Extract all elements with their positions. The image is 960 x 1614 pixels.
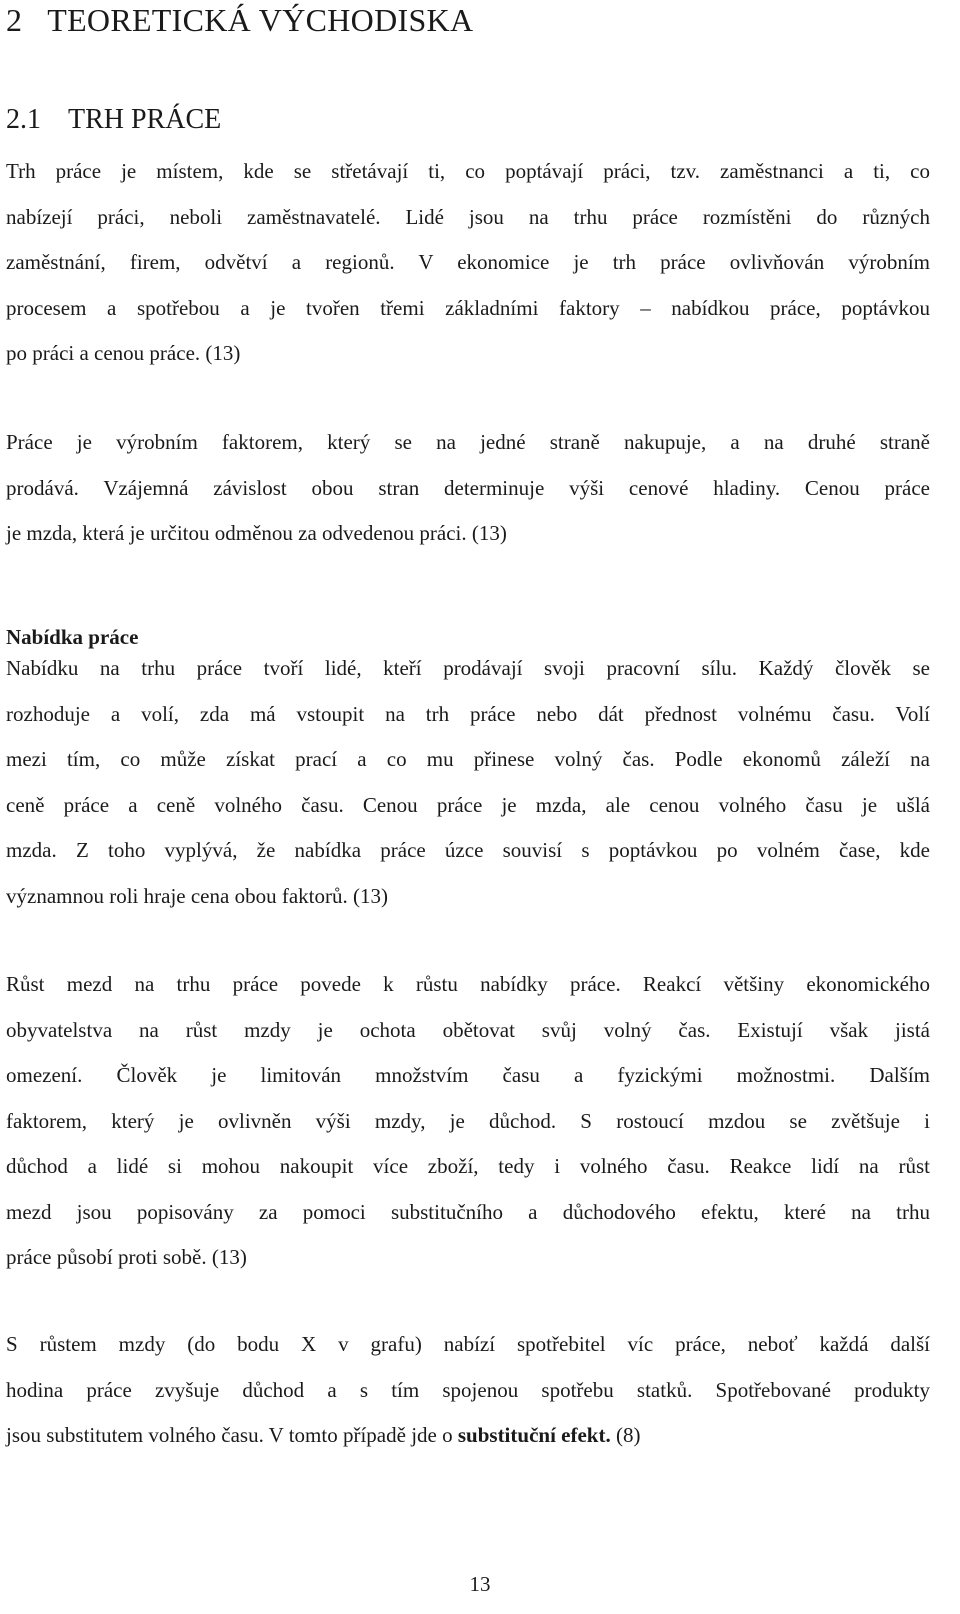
text-line: Práce je výrobním faktorem, který se na jedné straně nakupuje, a na druhé straně <box>6 430 930 454</box>
subheading-labor-supply: Nabídka práce <box>6 625 139 649</box>
text-line: mezd jsou popisovány za pomoci substitučního a důchodového efektu, které na trhu <box>6 1199 930 1224</box>
text-line: S růstem mzdy (do bodu X v grafu) nabízí spotřebitel víc práce, neboť každá další <box>6 1332 930 1356</box>
text-line: důchod a lidé si mohou nakoupit více zboží, tedy i volného času. Reakce lidí na růst <box>6 1154 930 1178</box>
text-line: práce působí proti sobě. (13) <box>6 1245 247 1269</box>
text-line: významnou roli hraje cena obou faktorů. (13) <box>6 883 388 908</box>
page-number: 13 <box>469 1572 491 1596</box>
text-line-last <box>6 1413 930 1459</box>
paragraph-wage-growth <box>6 962 930 1281</box>
text-line: omezení. Člověk je limitován množstvím času a fyzickými možnostmi. Dalším <box>6 1063 930 1087</box>
section-heading <box>6 104 221 136</box>
text-line: Růst mezd na trhu práce povede k růstu nabídky práce. Reakcí většiny ekonomického <box>6 972 930 996</box>
text-line: je mzda, která je určitou odměnou za odvedenou práci. (13) <box>6 521 507 545</box>
text-run: (8) <box>610 1423 641 1447</box>
text-line: ceně práce a ceně volného času. Cenou práce je mzda, ale cenou volného času je ušlá <box>6 792 930 817</box>
text-line: procesem a spotřebou a je tvořen třemi základními faktory – nabídkou práce, poptávkou <box>6 295 930 320</box>
text-line: faktorem, který je ovlivněn výši mzdy, je důchod. S rostoucí mzdou se zvětšuje i <box>6 1108 930 1133</box>
chapter-heading <box>6 2 473 39</box>
text-line: prodává. Vzájemná závislost obou stran determinuje výši cenové hladiny. Cenou práce <box>6 475 930 500</box>
text-line: Nabídku na trhu práce tvoří lidé, kteří prodávají svoji pracovní sílu. Každý člověk se <box>6 656 930 680</box>
text-line: Trh práce je místem, kde se střetávají ti, co poptávají práci, tzv. zaměstnanci a ti, co <box>6 159 930 183</box>
text-line: zaměstnání, firem, odvětví a regionů. V ekonomice je trh práce ovlivňován výrobním <box>6 250 930 274</box>
text-line: nabízejí práci, neboli zaměstnavatelé. Lidé jsou na trhu práce rozmístěni do různých <box>6 204 930 229</box>
chapter-title: TEORETICKÁ VÝCHODISKA <box>47 2 474 38</box>
text-run: jsou substitutem volného času. V tomto případě jde o <box>6 1423 458 1447</box>
text-line: mzda. Z toho vyplývá, že nabídka práce úzce souvisí s poptávkou po volném čase, kde <box>6 838 930 862</box>
paragraph-labor-market <box>6 149 930 377</box>
text-line: po práci a cenou práce. (13) <box>6 341 241 365</box>
bold-term: substituční efekt. <box>457 1423 611 1447</box>
paragraph-labor-supply <box>6 646 930 919</box>
text-line: mezi tím, co může získat prací a co mu přinese volný čas. Podle ekonomů záleží na <box>6 747 930 771</box>
chapter-number: 2 <box>6 2 23 38</box>
text-line: hodina práce zvyšuje důchod a s tím spojenou spotřebu statků. Spotřebované produkty <box>6 1377 930 1402</box>
section-number: 2.1 <box>6 104 41 135</box>
text-line: obyvatelstva na růst mzdy je ochota obětovat svůj volný čas. Existují však jistá <box>6 1017 930 1042</box>
paragraph-labor-factor <box>6 420 930 557</box>
text-line: rozhoduje a volí, zda má vstoupit na trh práce nebo dát přednost volnému času. Volí <box>6 701 930 726</box>
paragraph-substitution-effect <box>6 1322 930 1459</box>
section-title: TRH PRÁCE <box>68 104 222 135</box>
